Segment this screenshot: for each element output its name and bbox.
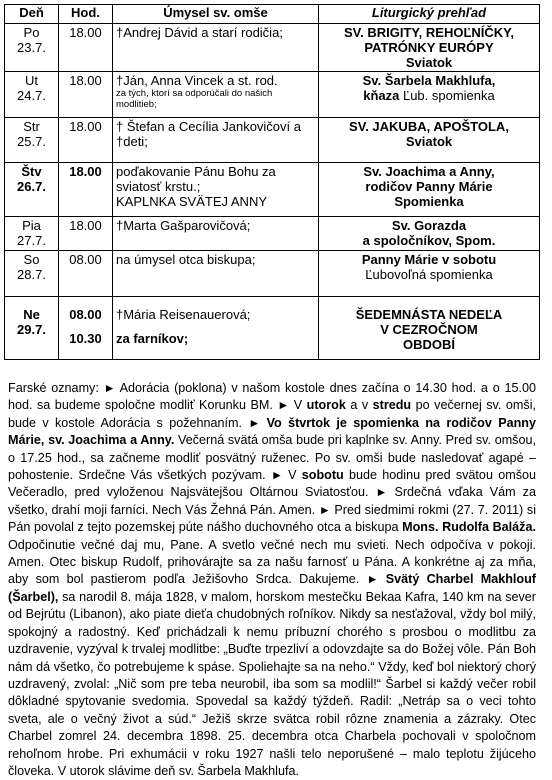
day-date: 25.7. [17, 134, 46, 149]
mass-schedule-table [4, 4, 540, 360]
header-hour: Hod. [59, 5, 113, 24]
liturgy-cell [319, 217, 540, 251]
day-name: Ut [25, 73, 38, 88]
intention-cell: †Andrej Dávid a starí rodičia; [113, 24, 319, 72]
day-date: 23.7. [17, 40, 46, 55]
liturgy-line: ŠEDEMNÁSTA NEDEĽA [355, 307, 503, 322]
arrow-icon: ► [270, 468, 283, 483]
announcement-emphasis: stredu [372, 398, 412, 413]
liturgy-cell [319, 163, 540, 217]
liturgy-line: PATRÓNKY EURÓPY [364, 40, 494, 55]
day-cell [5, 72, 59, 118]
table-row [5, 251, 540, 297]
intention-cell: na úmysel otca biskupa; [113, 251, 319, 297]
liturgy-line: Panny Márie v sobotu [361, 252, 497, 267]
table-row [5, 118, 540, 163]
parish-announcements [8, 380, 536, 780]
day-name: Ne [23, 307, 40, 322]
hour-cell: 18.00 [59, 72, 113, 118]
announcement-text: V [289, 398, 307, 413]
liturgy-line: SV. BRIGITY, REHOĽNÍČKY, [344, 25, 514, 40]
announcement-text: bude hodinu pred svätou omšou Večeradlo, pred vyloženou Najsvätejšou Oltárnou Sviatosťou. [8, 468, 537, 500]
intention-location: KAPLNKA SVÄTEJ ANNY [116, 194, 268, 209]
liturgy-line: Ľubovoľná spomienka [365, 267, 493, 282]
announcement-text: sa narodil 8. mája 1828, v malom, horskom mestečku Bekaa Kafra, 140 km na sever od Bejrútu (Libanon), ako piate dieťa chudobných roľníkov. Nikdy sa nesťažoval, vždy bol milý, spokojný a radostný. Keď prichádzali k nemu príbuzní chorého s prosbou o modlitbu za uzdravenie, vyzýval k trvalej modlitbe: „Buďte trpezliví a odovzdajte sa do Božej vôle. Pán Boh nám dá všetko, čo potrebujeme k spáse. Spoliehajte sa na neho.“ Vždy, keď bol niektorý chorý uzdravený, zvolal: „Nič som pre teba neurobil, iba som sa modlil!“ Šarbel si každý večer robil dôkladné spytovanie svedomia. Spovedal sa každý týždeň. Radil: „Netráp sa o veci tohto sveta, ale o večný život a súd.“ Ježiš skrze svätca robil rôzne znamenia a zázraky. Otec Charbel zomrel 24. decembra 1898. 25. decembra otca Charbela pochovali v spoločnom rehoľnom hrobe. Pri exhumácii v roku 1927 našli telo neporušené – malo teplotu žijúceho človeka. V utorok slávime deň sv. Šarbela Makhlufa. [8, 589, 536, 778]
liturgy-line: a spoločníkov, Spom. [362, 233, 496, 248]
announcement-text: Pred siedmimi rokmi (27. 7. 2011) si Pán povolal z tejto pozemskej púte nášho duchovného otca a biskupa [8, 502, 536, 535]
liturgy-line: V CEZROČNOM [380, 322, 478, 337]
announcement-emphasis: sobotu [301, 468, 344, 483]
intention-cell: †Marta Gašparovičová; [113, 217, 319, 251]
announcement-emphasis: Mons. Rudolfa Baláža. [402, 520, 536, 535]
liturgy-line: Ľub. spomienka [399, 88, 495, 103]
day-date: 29.7. [17, 322, 46, 337]
liturgy-cell [319, 118, 540, 163]
announcement-text: Srdečná vďaka Vám za všetko, drahí moji farníci. Nech Vás Žehná Pán. Amen. [8, 485, 536, 517]
liturgy-cell [319, 24, 540, 72]
arrow-icon: ► [103, 381, 116, 395]
hour-cell: 08.00 [59, 251, 113, 297]
day-cell [5, 118, 59, 163]
arrow-icon: ► [375, 485, 388, 500]
day-cell [5, 163, 59, 217]
arrow-icon: ► [248, 415, 261, 430]
day-cell [5, 217, 59, 251]
day-cell [5, 297, 59, 360]
hour-cell: 18.00 [59, 163, 113, 217]
announcement-emphasis: Vo štvrtok je spomienka na rodičov Panny Márie, sv. Joachima a Anny. [8, 415, 536, 448]
day-cell [5, 251, 59, 297]
day-date: 24.7. [17, 88, 46, 103]
intention-text: †Ján, Anna Vincek a st. rod. [116, 73, 278, 88]
hour-value: 10.30 [69, 331, 102, 346]
hour-cell [59, 297, 113, 360]
hour-value: 08.00 [69, 307, 102, 322]
liturgy-line: Sviatok [405, 55, 453, 70]
announcement-text: Odpočinutie večné daj mu, Pane. A svetlo večné nech mu svieti. Nech odpočíva v pokoji. Amen. Otec biskup Rudolf, prihovárajte sa za našu farnosť u Pána. A konkrétne aj za mňa, aby som bol pastierom podľa Ježišovho Srdca. Dakujeme. [8, 537, 536, 587]
liturgy-line: OBDOBÍ [403, 337, 455, 352]
intention-cell [113, 297, 319, 360]
table-row [5, 24, 540, 72]
liturgy-cell [319, 297, 540, 360]
header-liturgy: Liturgický prehľad [319, 5, 540, 24]
intention-note: za tých, ktorí sa odporúčali do našich modlitieb; [116, 88, 273, 110]
table-row [5, 72, 540, 118]
announcement-text: Večerná svätá omša bude pri kaplnke sv. Anny. Pred sv. omšou, o 17.25 hod., sa začneme modliť posvätný ruženec. Po sv. omši bude nasledovať agapé – pohostenie. Srdečne Vás všetkých pozývam. [8, 433, 536, 483]
liturgy-line: SV. JAKUBA, APOŠTOLA, [349, 119, 509, 134]
liturgy-line: Spomienka [394, 194, 464, 209]
table-row [5, 297, 540, 360]
day-name: Pia [22, 218, 41, 233]
header-day: Deň [5, 5, 59, 24]
arrow-icon: ► [277, 398, 290, 413]
intention-text: za farníkov; [116, 331, 189, 346]
liturgy-cell [319, 251, 540, 297]
hour-cell: 18.00 [59, 118, 113, 163]
arrow-icon: ► [366, 572, 379, 587]
arrow-icon: ► [318, 502, 331, 517]
hour-cell: 18.00 [59, 24, 113, 72]
announcement-emphasis: utorok [306, 398, 346, 413]
header-intention: Úmysel sv. omše [113, 5, 319, 24]
liturgy-line: Sv. Joachima a Anny, [363, 164, 495, 179]
announcement-text: po večernej sv. omši, bude v kostole Adorácia s požehnaním. [8, 398, 536, 430]
table-header-row [5, 5, 540, 24]
announcement-emphasis: Svätý Charbel Makhlouf (Šarbel), [8, 572, 537, 604]
hour-cell: 18.00 [59, 217, 113, 251]
announcement-text: V [282, 468, 302, 483]
intention-text: poďakovanie Pánu Bohu za sviatosť krstu.; [116, 164, 276, 194]
liturgy-line: Sviatok [405, 134, 453, 149]
day-date: 26.7. [17, 179, 46, 194]
announcement-text: Adorácia (poklona) v našom kostole dnes začína o 14.30 hod. a o 15.00 hod. sa budeme spoločne modliť Korunku BM. [8, 381, 536, 413]
intention-cell: † Štefan a Cecília Jankovičoví a †deti; [113, 118, 319, 163]
liturgy-line: rodičov Panny Márie [365, 179, 493, 194]
table-row [5, 163, 540, 217]
liturgy-line: Sv. Šarbela Makhlufa, [362, 73, 496, 88]
day-name: Str [23, 119, 40, 134]
day-name: Štv [21, 164, 42, 179]
intention-cell [113, 72, 319, 118]
intention-text: †Mária Reisenauerová; [116, 307, 251, 322]
day-cell [5, 24, 59, 72]
day-date: 27.7. [17, 233, 46, 248]
liturgy-cell [319, 72, 540, 118]
liturgy-line: kňaza [363, 88, 400, 103]
day-date: 28.7. [17, 267, 46, 282]
announcement-text: Farské oznamy: [8, 381, 104, 395]
day-name: So [23, 252, 40, 267]
table-row [5, 217, 540, 251]
day-name: Po [23, 25, 40, 40]
announcement-text: a v [345, 398, 373, 413]
liturgy-line: Sv. Gorazda [391, 218, 467, 233]
intention-cell [113, 163, 319, 217]
